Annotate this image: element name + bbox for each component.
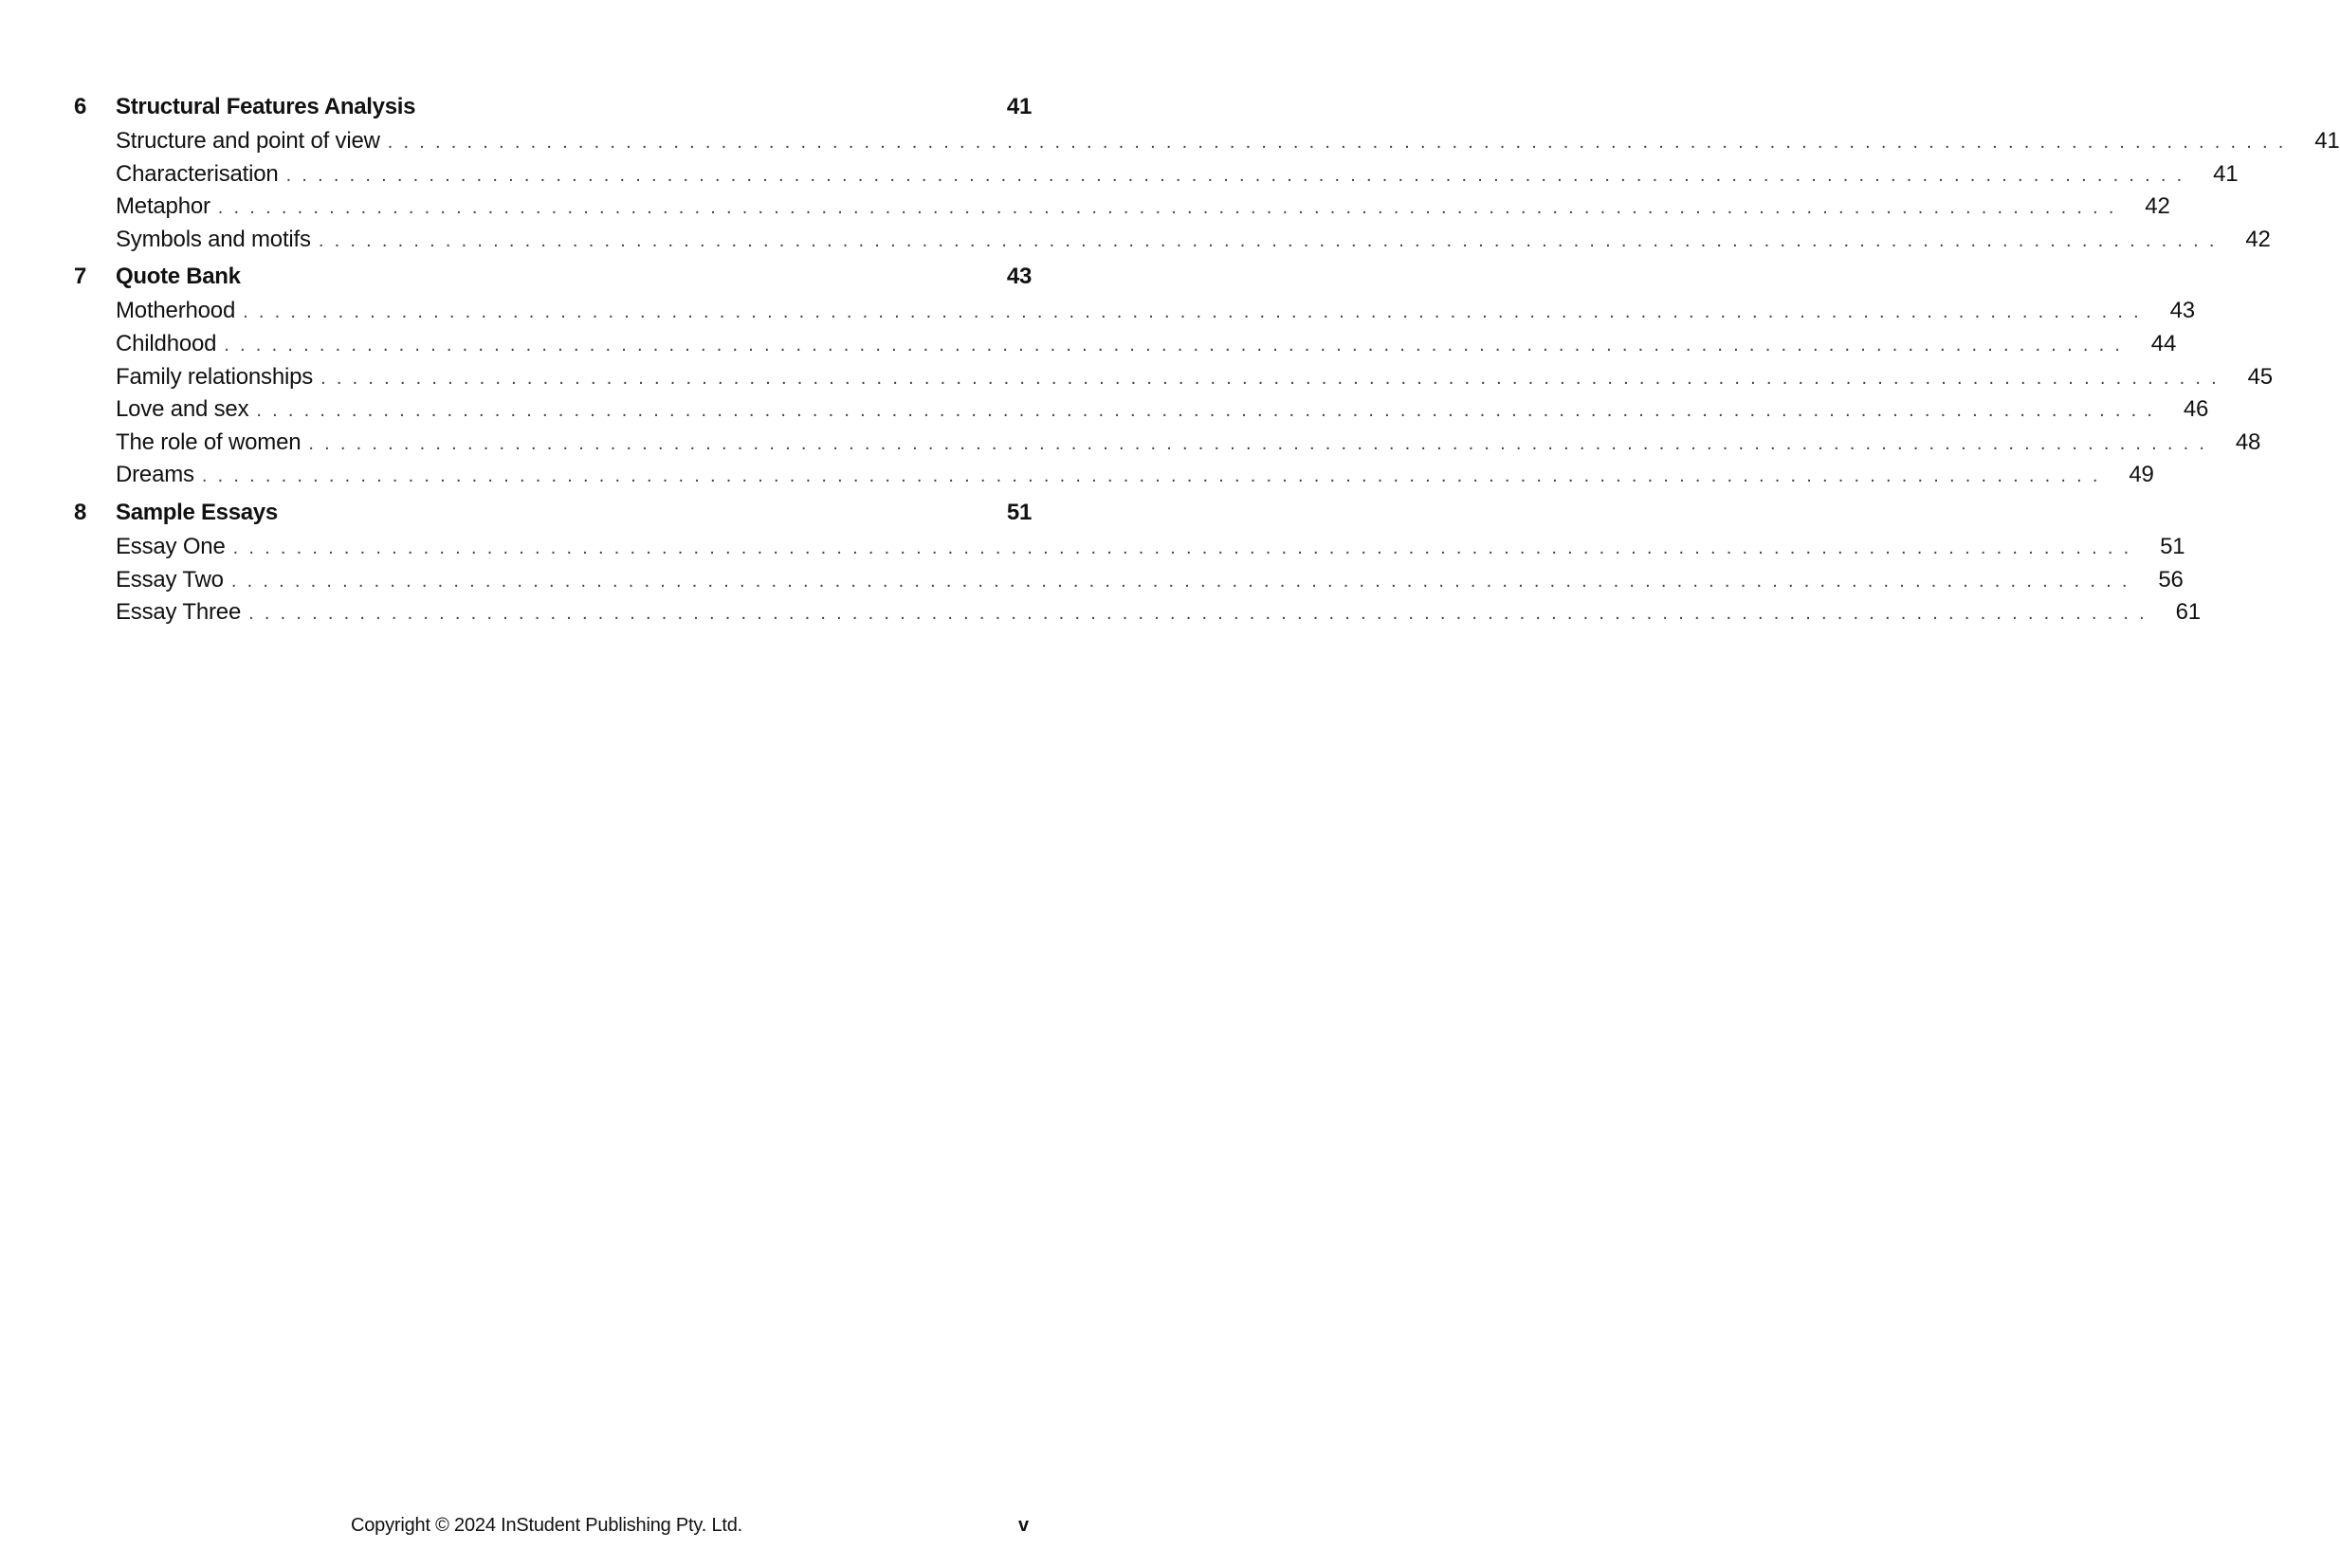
toc-entry[interactable] <box>74 330 2177 364</box>
dot-leader: ........................................................................................................................ <box>248 603 2155 625</box>
dot-leader: ........................................................................................................................ <box>232 537 2140 558</box>
toc-entry[interactable] <box>74 599 2201 632</box>
entry-title: Essay Three <box>116 599 242 626</box>
entry-page: 46 <box>2183 396 2209 423</box>
dot-leader: ........................................................................................................................ <box>320 367 2227 389</box>
toc-chapter <box>74 94 2340 259</box>
entry-title: Essay One <box>116 533 226 559</box>
dot-leader: ........................................................................................................................ <box>318 229 2225 251</box>
entry-page: 41 <box>2213 160 2239 187</box>
toc-entry[interactable] <box>74 533 2185 567</box>
dot-leader: ........................................................................................................................ <box>285 164 2193 186</box>
entry-title: Structure and point of view <box>116 128 380 154</box>
toc-entry[interactable] <box>74 363 2273 397</box>
table-of-contents <box>74 94 2340 637</box>
chapter-page: 43 <box>1006 264 1032 290</box>
toc-entry[interactable] <box>74 462 2154 495</box>
chapter-title: Structural Features Analysis <box>116 94 416 119</box>
toc-chapter <box>74 499 2201 632</box>
chapter-heading[interactable] <box>74 500 1032 534</box>
entry-title: Essay Two <box>116 566 224 593</box>
entry-page: 49 <box>2129 462 2154 488</box>
entry-page: 42 <box>2145 193 2170 220</box>
entry-page: 43 <box>2169 298 2195 324</box>
toc-entry[interactable] <box>74 193 2170 227</box>
chapter-page: 41 <box>1006 94 1032 119</box>
toc-entry[interactable] <box>74 566 2184 600</box>
dot-leader: ........................................................................................................................ <box>308 432 2216 454</box>
dot-leader: ........................................................................................................................ <box>230 570 2138 592</box>
entry-page: 51 <box>2160 533 2185 559</box>
chapter-page: 51 <box>1006 499 1032 525</box>
dot-leader: ........................................................................................................................ <box>224 334 2131 356</box>
entry-title: Symbols and motifs <box>116 226 311 252</box>
entry-title: Metaphor <box>116 193 210 220</box>
dot-leader: ........................................................................................................................ <box>201 465 2109 487</box>
entry-title: Love and sex <box>116 396 249 423</box>
entry-title: Childhood <box>116 330 217 356</box>
dot-leader: ........................................................................................................................ <box>256 400 2164 422</box>
dot-leader: ........................................................................................................................ <box>217 197 2125 219</box>
chapter-number: 8 <box>74 499 87 525</box>
toc-entry[interactable] <box>74 128 2340 161</box>
chapter-heading[interactable] <box>74 94 1032 128</box>
entry-title: Motherhood <box>116 298 236 324</box>
toc-entry[interactable] <box>74 396 2209 429</box>
dot-leader: ........................................................................................................................ <box>243 301 2149 323</box>
toc-entry[interactable] <box>74 160 2239 194</box>
page-number: v <box>1018 1515 1029 1536</box>
entry-page: 44 <box>2150 330 2177 356</box>
entry-page: 56 <box>2158 566 2184 593</box>
toc-chapter <box>74 264 2273 495</box>
entry-page: 45 <box>2247 363 2273 390</box>
copyright-notice: Copyright © 2024 InStudent Publishing Pty. Ltd. <box>351 1515 743 1536</box>
entry-title: Family relationships <box>116 363 314 390</box>
chapter-number: 6 <box>74 94 87 119</box>
chapter-title: Sample Essays <box>116 499 278 525</box>
chapter-number: 7 <box>74 264 87 290</box>
entry-title: Characterisation <box>116 160 279 187</box>
entry-page: 48 <box>2235 428 2261 455</box>
entry-page: 42 <box>2245 226 2271 252</box>
chapter-heading[interactable] <box>74 264 1032 298</box>
entry-page: 41 <box>2314 128 2340 154</box>
chapter-title: Quote Bank <box>116 264 241 290</box>
entry-page: 61 <box>2175 599 2201 626</box>
entry-title: Dreams <box>116 462 194 488</box>
toc-entry[interactable] <box>74 226 2271 260</box>
dot-leader: ........................................................................................................................ <box>387 132 2294 153</box>
toc-entry[interactable] <box>74 428 2261 463</box>
entry-title: The role of women <box>116 428 302 455</box>
toc-entry[interactable] <box>74 298 2195 331</box>
